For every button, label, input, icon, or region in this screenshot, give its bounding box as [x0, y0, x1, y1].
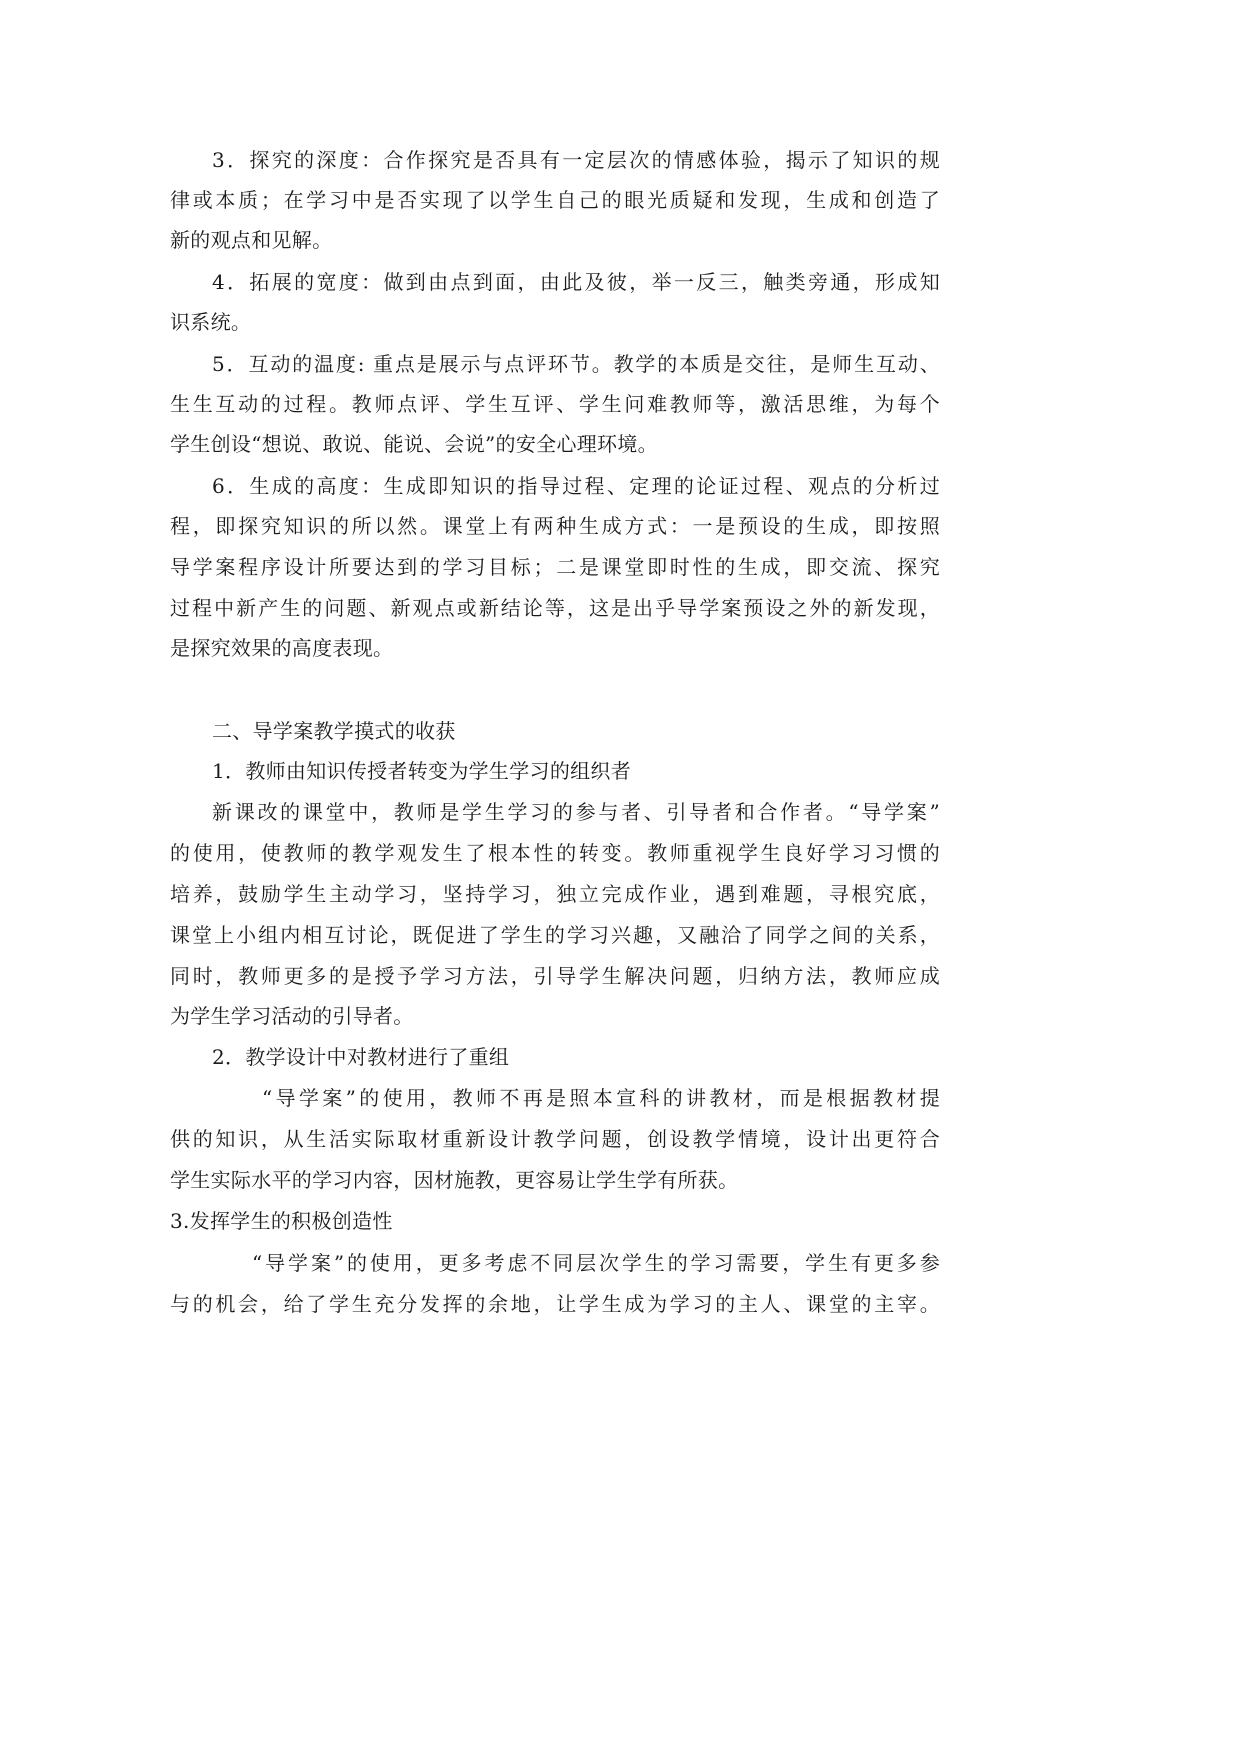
paragraph-line: 同时，教师更多的是授予学习方法，引导学生解决问题，归纳方法，教师应成 [170, 964, 940, 988]
paragraph-line: 新的观点和见解。 [170, 228, 333, 252]
section-heading: 二、导学案教学摸式的收获 [212, 719, 456, 743]
paragraph-line: 导学案程序设计所要达到的学习目标；二是课堂即时性的生成，即交流、探究 [170, 555, 940, 579]
paragraph-line: 学生实际水平的学习内容，因材施教，更容易让学生学有所获。 [170, 1168, 739, 1192]
paragraph-line: 过程中新产生的问题、新观点或新结论等，这是出乎导学案预设之外的新发现， [170, 596, 940, 620]
paragraph-line: 供的知识，从生活实际取材重新设计教学问题，创设教学情境，设计出更符合 [170, 1127, 940, 1151]
paragraph-line: “导学案”的使用，更多考虑不同层次学生的学习需要，学生有更多参 [252, 1251, 940, 1275]
paragraph-line: “导学案”的使用，教师不再是照本宣科的讲教材，而是根据教材提 [262, 1086, 940, 1110]
paragraph-line: 的使用，使教师的教学观发生了根本性的转变。教师重视学生良好学习习惯的 [170, 841, 940, 865]
subsection-heading: 3.发挥学生的积极创造性 [170, 1209, 393, 1233]
paragraph-line: 程，即探究知识的所以然。课堂上有两种生成方式：一是预设的生成，即按照 [170, 514, 940, 538]
paragraph-line: 生生互动的过程。教师点评、学生互评、学生问难教师等，激活思维，为每个 [170, 392, 940, 416]
paragraph-line: 是探究效果的高度表现。 [170, 636, 394, 660]
paragraph-line: 4．拓展的宽度：做到由点到面，由此及彼，举一反三，触类旁通，形成知 [212, 270, 940, 294]
paragraph-line: 培养，鼓励学生主动学习，坚持学习，独立完成作业，遇到难题，寻根究底， [170, 882, 940, 906]
paragraph-line: 律或本质；在学习中是否实现了以学生自己的眼光质疑和发现，生成和创造了 [170, 188, 940, 212]
subsection-heading: 2．教学设计中对教材进行了重组 [212, 1045, 510, 1069]
paragraph-line: 为学生学习活动的引导者。 [170, 1004, 414, 1028]
paragraph-line: 学生创设“想说、敢说、能说、会说”的安全心理环境。 [170, 432, 658, 456]
paragraph-line: 3．探究的深度：合作探究是否具有一定层次的情感体验，揭示了知识的规 [212, 148, 940, 172]
paragraph-line: 课堂上小组内相互讨论，既促进了学生的学习兴趣，又融洽了同学之间的关系， [170, 923, 940, 947]
paragraph-line: 与的机会，给了学生充分发挥的余地，让学生成为学习的主人、课堂的主宰。 [170, 1292, 940, 1316]
paragraph-line: 5．互动的温度: 重点是展示与点评环节。教学的本质是交往，是师生互动、 [212, 352, 940, 376]
paragraph-line: 识系统。 [170, 310, 252, 334]
paragraph-line: 新课改的课堂中，教师是学生学习的参与者、引导者和合作者。“导学案” [212, 800, 940, 824]
paragraph-line: 6．生成的高度：生成即知识的指导过程、定理的论证过程、观点的分析过 [212, 474, 940, 498]
subsection-heading: 1．教师由知识传授者转变为学生学习的组织者 [212, 759, 632, 783]
